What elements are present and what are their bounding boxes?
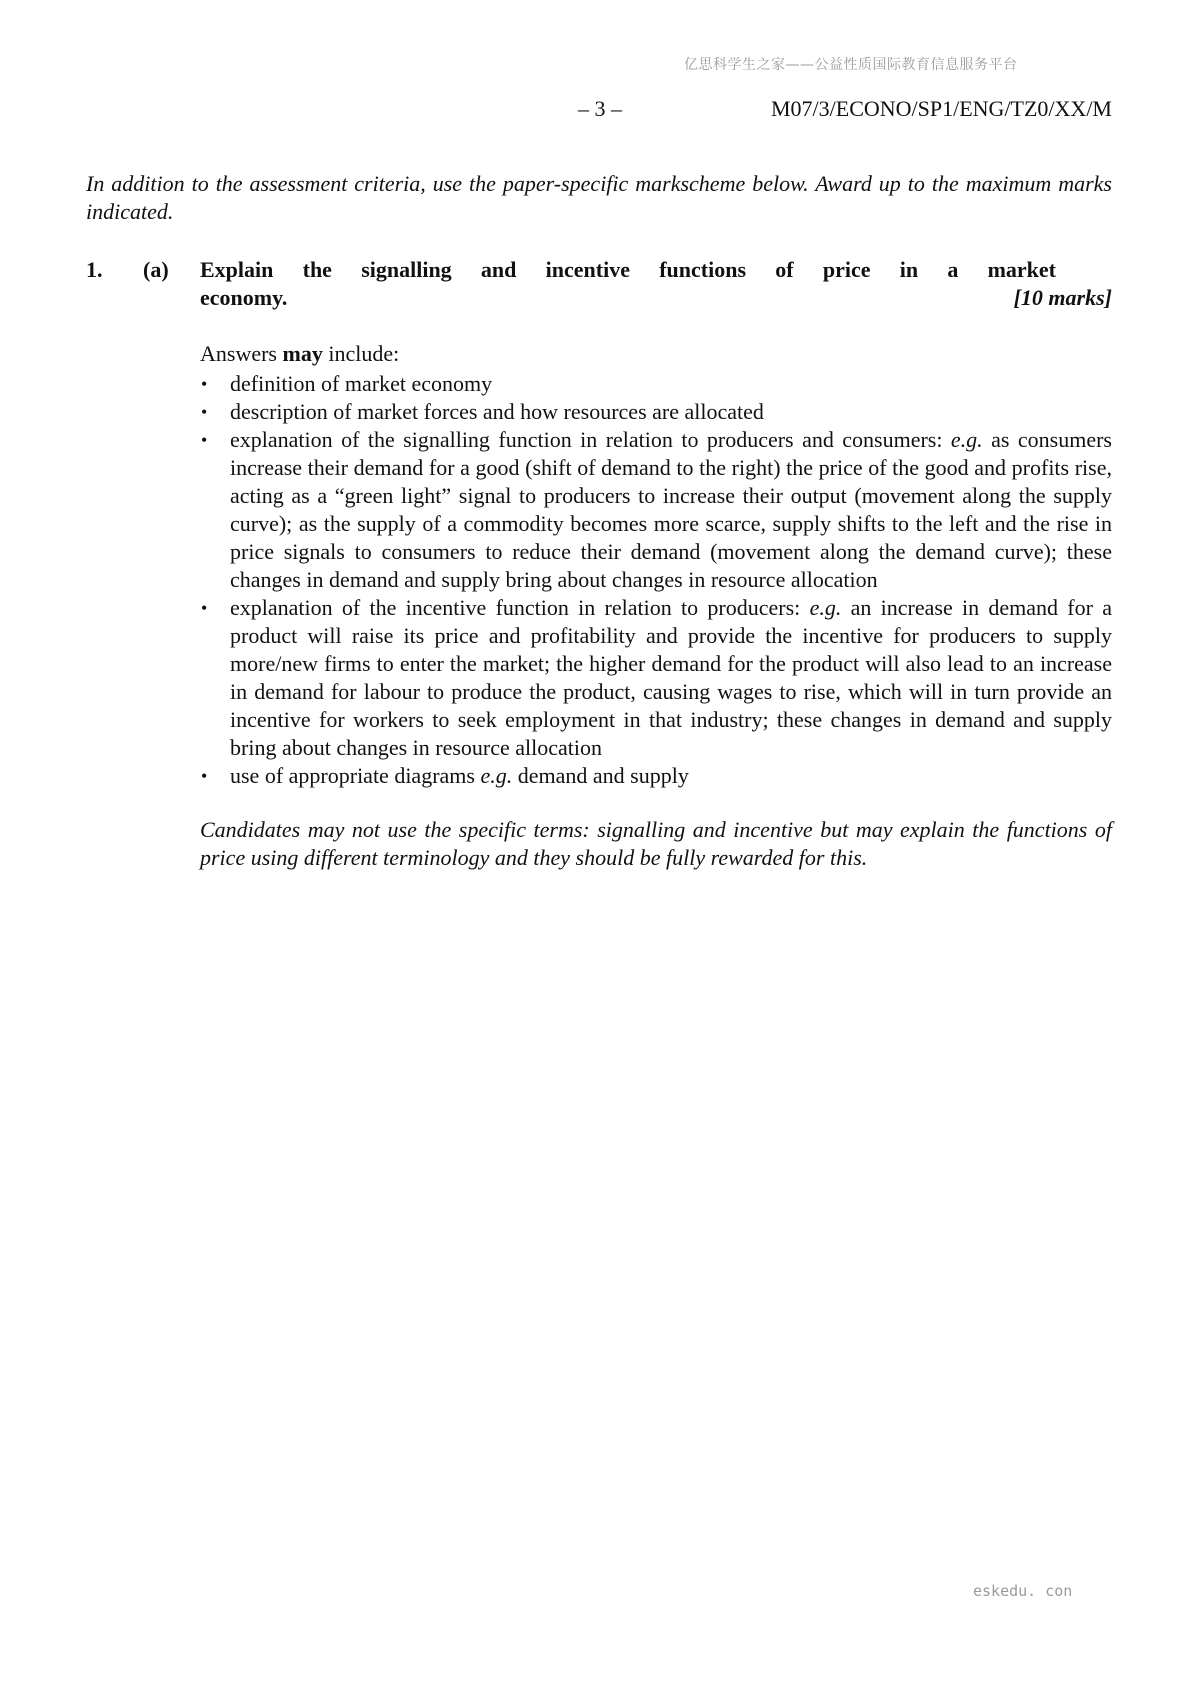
answers-intro-before: Answers xyxy=(200,341,283,366)
point-text: definition of market economy xyxy=(230,371,493,396)
list-item xyxy=(200,398,1112,426)
bullet-icon: • xyxy=(201,430,208,450)
page-number: – 3 – xyxy=(578,96,622,121)
list-item xyxy=(200,762,1112,790)
list-item xyxy=(200,426,1112,594)
answers-intro-bold: may xyxy=(282,341,323,366)
answer-points-list xyxy=(200,370,1112,790)
question-marks: [10 marks] xyxy=(1013,285,1112,310)
markscheme-intro: In addition to the assessment criteria, use the paper-specific markscheme below. Award up to the maximum marks indicated. xyxy=(86,171,1112,224)
list-item xyxy=(200,594,1112,762)
point-text-cont: as consumers increase their demand for a good (shift of demand to the right) the price of the good and profits rise, acting as a “green light” signal to producers to increase their output (movement along the supply curve); as the supply of a commodity becomes more scarce, supply shifts to the left and the rise in price signals to consumers to reduce their demand (movement along the demand curve); these changes in demand and supply bring about changes in resource allocation xyxy=(230,427,1112,592)
bullet-icon: • xyxy=(201,374,208,394)
bullet-icon: • xyxy=(201,402,208,422)
paper-code: M07/3/ECONO/SP1/ENG/TZ0/XX/M xyxy=(770,96,1112,121)
watermark-bottom: eskedu. con xyxy=(973,1582,1073,1600)
answers-intro-after: include: xyxy=(322,341,400,366)
question-text xyxy=(200,256,1056,312)
watermark-top: 亿思科学生之家——公益性质国际教育信息服务平台 xyxy=(684,57,1018,73)
answer-block xyxy=(200,340,1112,872)
point-text-cont: an increase in demand for a product will raise its price and profitability and provide the incentive for producers to supply more/new firms to enter the market; the higher demand for the product will also lead to an increase in demand for labour to produce the product, causing wages to rise, which will in turn provide an incentive for workers to seek employment in that industry; these changes in demand and supply bring about changes in resource allocation xyxy=(230,595,1112,760)
point-eg: e.g. xyxy=(809,595,842,620)
question-text-line2: economy. xyxy=(200,285,288,310)
answers-intro xyxy=(200,340,1112,368)
bullet-icon: • xyxy=(201,766,208,786)
list-item xyxy=(200,370,1112,398)
point-text: explanation of the incentive function in relation to producers: xyxy=(230,595,810,620)
point-eg: e.g. xyxy=(480,763,513,788)
question-number: 1. xyxy=(86,257,103,282)
examiner-note: Candidates may not use the specific terms: signalling and incentive but may explain the functions of price using different terminology and they should be fully rewarded for this. xyxy=(200,817,1112,870)
question-text-line1: Explain the signalling and incentive functions of price in a market xyxy=(200,257,1056,282)
bullet-icon: • xyxy=(201,598,208,618)
point-text: explanation of the signalling function in relation to producers and consumers: xyxy=(230,427,951,452)
point-text: use of appropriate diagrams xyxy=(230,763,481,788)
point-eg: e.g. xyxy=(950,427,983,452)
question-part: (a) xyxy=(143,257,169,282)
point-text-cont: demand and supply xyxy=(512,763,689,788)
point-text: description of market forces and how resources are allocated xyxy=(230,399,764,424)
